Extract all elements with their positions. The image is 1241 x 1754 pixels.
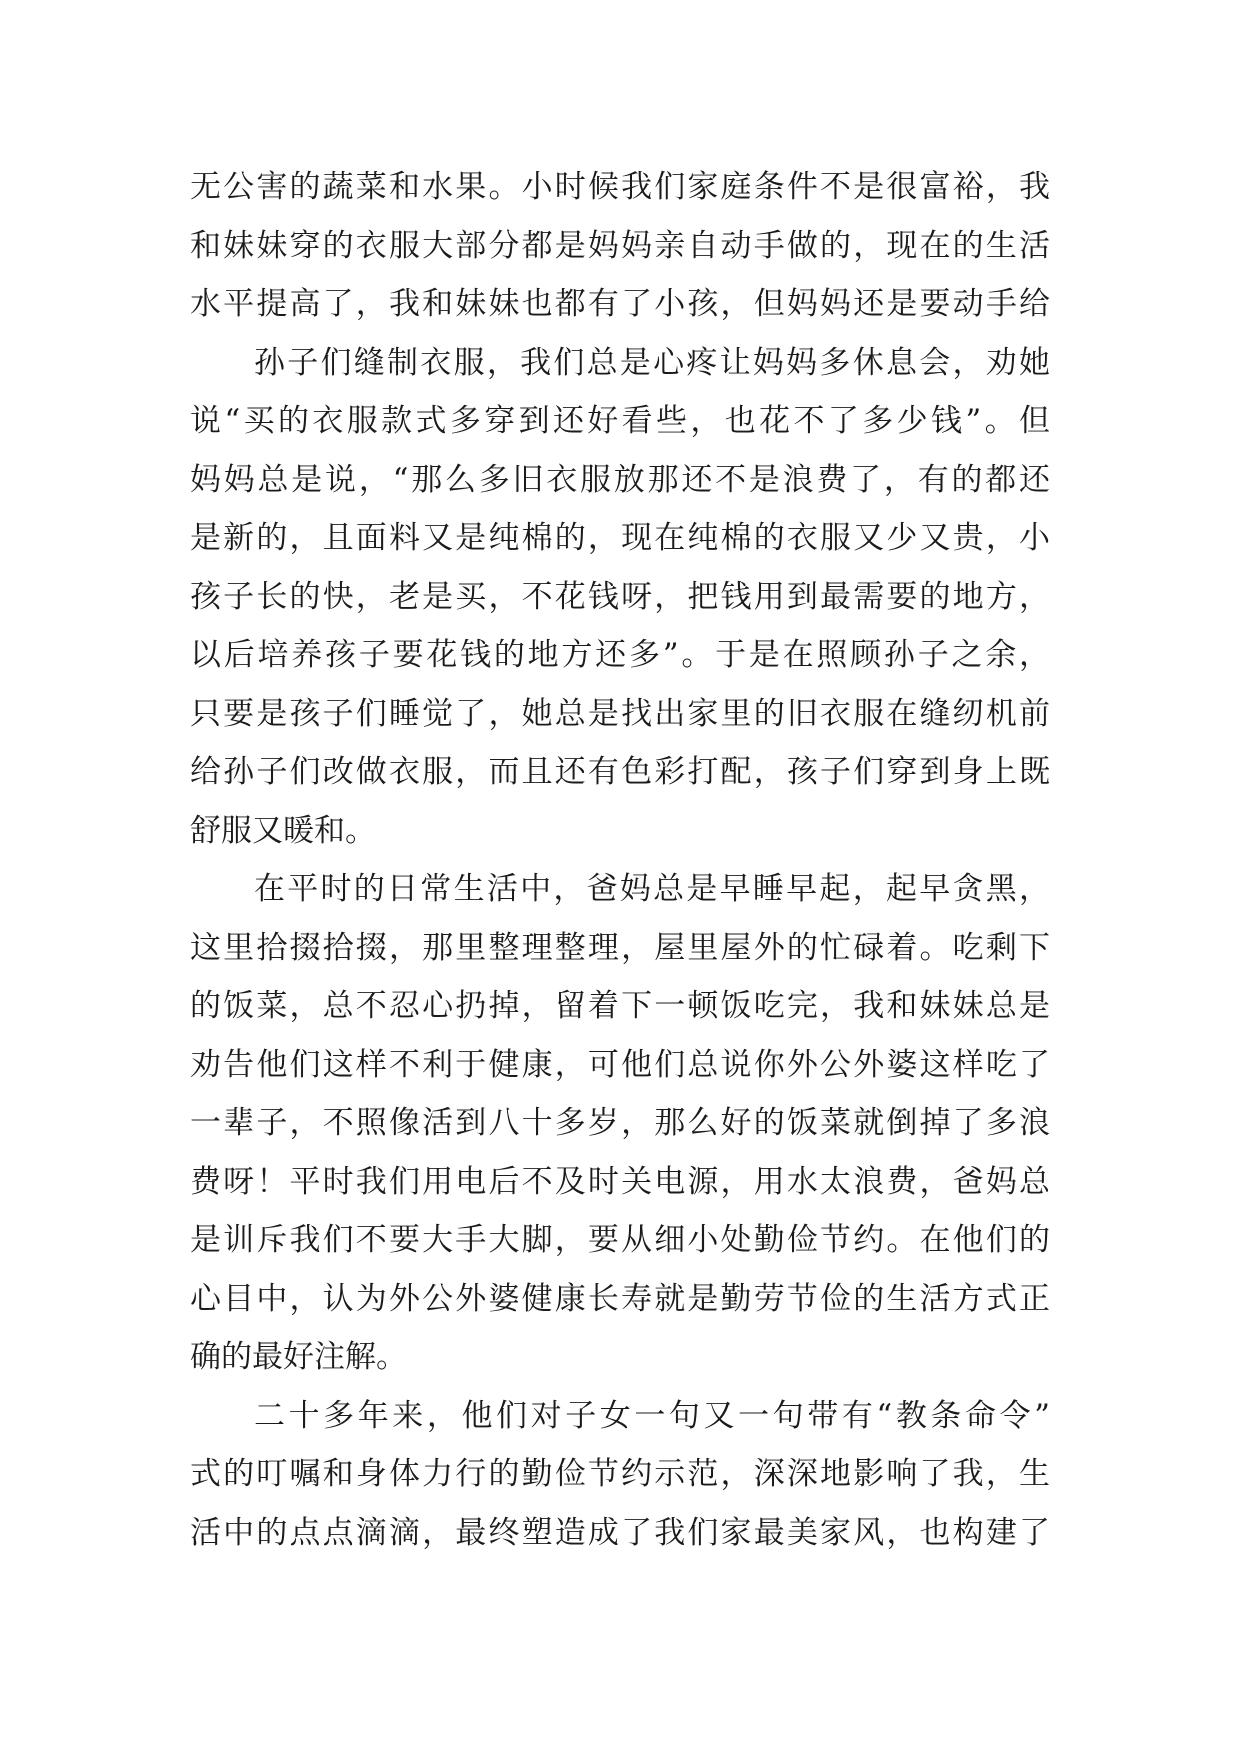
text-line: 说“买的衣服款式多穿到还好看些，也花不了多少钱”。但 xyxy=(190,403,1050,439)
text-line: 劝告他们这样不利于健康，可他们总说你外公外婆这样吃了 xyxy=(190,1046,1050,1083)
text-line: 只要是孩子们睡觉了，她总是找出家里的旧衣服在缝纫机前 xyxy=(190,695,1050,732)
text-line: 妈妈总是说，“那么多旧衣服放那还不是浪费了，有的都还 xyxy=(190,461,1050,498)
text-line: 和妹妹穿的衣服大部分都是妈妈亲自动手做的，现在的生活 xyxy=(190,227,1050,264)
text-line: 给孙子们改做衣服，而且还有色彩打配，孩子们穿到身上既 xyxy=(190,754,1050,790)
text-line: 心目中，认为外公外婆健康长寿就是勤劳节俭的生活方式正 xyxy=(190,1280,1050,1317)
text-line: 以后培养孩子要花钱的地方还多”。于是在照顾孙子之余， xyxy=(190,637,1050,673)
text-line: 的饭菜，总不忍心扔掉，留着下一顿饭吃完，我和妹妹总是 xyxy=(190,988,1050,1024)
text-line: 水平提高了，我和妹妹也都有了小孩，但妈妈还是要动手给 xyxy=(190,286,1050,322)
text-line: 一辈子，不照像活到八十多岁，那么好的饭菜就倒掉了多浪 xyxy=(190,1105,1050,1141)
text-line: 确的最好注解。 xyxy=(190,1339,407,1375)
text-line: 在平时的日常生活中，爸妈总是早睡早起，起早贪黑， xyxy=(254,871,1050,907)
text-line: 式的叮嘱和身体力行的勤俭节约示范，深深地影响了我，生 xyxy=(190,1456,1050,1492)
text-line: 孩子长的快，老是买，不花钱呀，把钱用到最需要的地方， xyxy=(190,578,1050,615)
text-line: 孙子们缝制衣服，我们总是心疼让妈妈多休息会，劝她 xyxy=(254,344,1050,381)
text-line: 舒服又暖和。 xyxy=(190,812,376,849)
text-line: 二十多年来，他们对子女一句又一句带有“教条命令” xyxy=(254,1397,1050,1434)
body-text xyxy=(190,158,1050,1562)
text-line: 费呀！平时我们用电后不及时关电源，用水太浪费，爸妈总 xyxy=(190,1163,1050,1200)
text-line: 是新的，且面料又是纯棉的，现在纯棉的衣服又少又贵，小 xyxy=(190,520,1050,556)
text-line: 是训斥我们不要大手大脚，要从细小处勤俭节约。在他们的 xyxy=(190,1222,1050,1258)
text-line: 这里拾掇拾掇，那里整理整理，屋里屋外的忙碌着。吃剩下 xyxy=(190,929,1050,966)
text-line: 无公害的蔬菜和水果。小时候我们家庭条件不是很富裕，我 xyxy=(190,169,1050,205)
text-line: 活中的点点滴滴，最终塑造成了我们家最美家风，也构建了 xyxy=(190,1514,1050,1551)
